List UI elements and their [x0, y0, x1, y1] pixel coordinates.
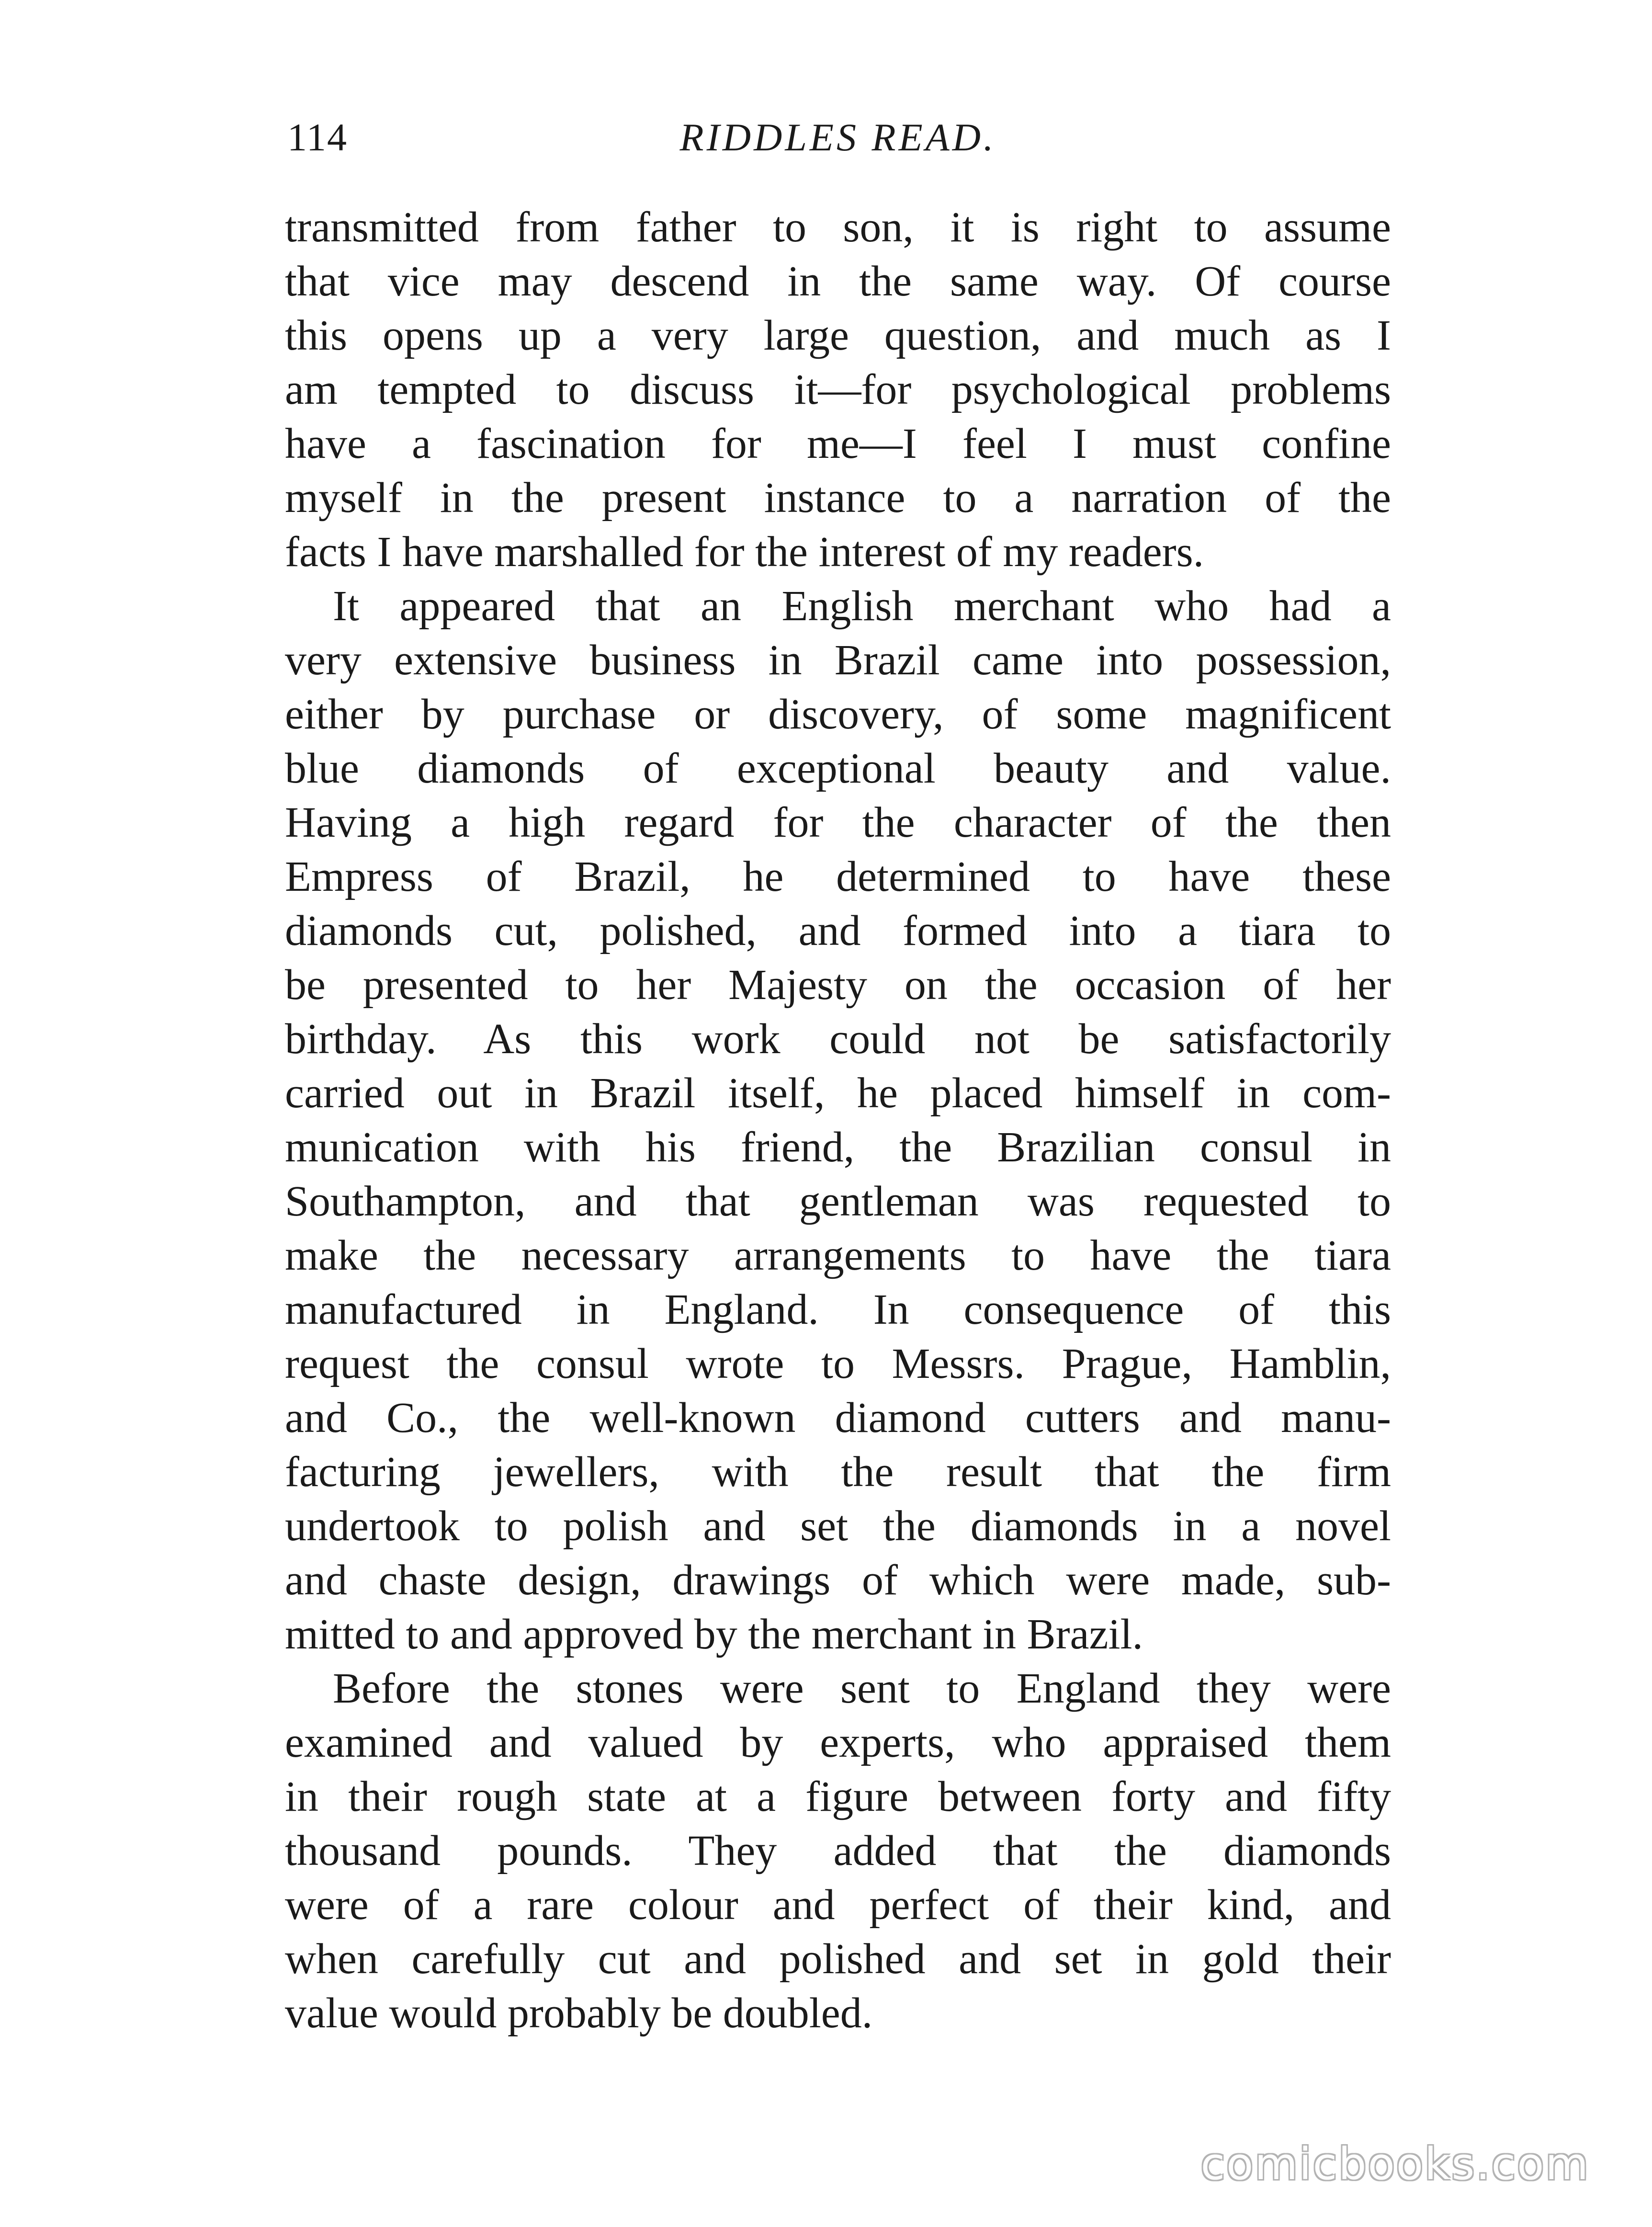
text-line: and Co., the well-known diamond cutters and manu-: [285, 1394, 1391, 1442]
text-line: facturing jewellers, with the result that the firm: [285, 1448, 1391, 1496]
text-line: diamonds cut, polished, and formed into a tiara to: [285, 907, 1391, 954]
text-line: mitted to and approved by the merchant in Brazil.: [285, 1611, 1143, 1658]
text-line: this opens up a very large question, and much as I: [285, 312, 1391, 359]
text-line: undertook to polish and set the diamonds in a novel: [285, 1502, 1391, 1550]
text-line: were of a rare colour and perfect of their kind, and: [285, 1881, 1391, 1929]
text-line: when carefully cut and polished and set in gold their: [285, 1935, 1391, 1983]
text-line: either by purchase or discovery, of some magnificent: [285, 691, 1391, 738]
text-line: facts I have marshalled for the interest of my readers.: [285, 528, 1204, 576]
text-line: Empress of Brazil, he determined to have these: [285, 853, 1391, 900]
text-line: request the consul wrote to Messrs. Prague, Hamblin,: [285, 1340, 1391, 1387]
text-line: transmitted from father to son, it is right to assume: [285, 204, 1391, 251]
running-head: [287, 115, 1389, 163]
text-line: Southampton, and that gentleman was requested to: [285, 1178, 1391, 1225]
running-title: RIDDLES READ.: [679, 115, 996, 159]
text-line: am tempted to discuss it—for psychological problems: [285, 366, 1391, 413]
paragraph: [285, 1661, 1391, 2040]
page-number: 114: [287, 115, 348, 159]
text-line: carried out in Brazil itself, he placed himself in com-: [285, 1069, 1391, 1117]
text-line: and chaste design, drawings of which were made, sub-: [285, 1557, 1391, 1604]
paragraph: [285, 200, 1391, 579]
text-line: make the necessary arrangements to have the tiara: [285, 1232, 1391, 1279]
text-line: that vice may descend in the same way. Of course: [285, 258, 1391, 305]
text-line: manufactured in England. In consequence of this: [285, 1286, 1391, 1333]
body-text: [285, 200, 1391, 2040]
text-line: myself in the present instance to a narration of the: [285, 474, 1391, 522]
text-line: It appeared that an English merchant who had a: [333, 582, 1391, 630]
text-line: in their rough state at a figure between forty and fifty: [285, 1773, 1391, 1820]
text-line: examined and valued by experts, who appraised them: [285, 1719, 1391, 1766]
text-line: be presented to her Majesty on the occasion of her: [285, 961, 1391, 1009]
text-line: munication with his friend, the Brazilian consul in: [285, 1124, 1391, 1171]
text-line: very extensive business in Brazil came into possession,: [285, 636, 1391, 684]
watermark: comicbooks.com: [1200, 2138, 1590, 2190]
text-line: birthday. As this work could not be satisfactorily: [285, 1015, 1391, 1063]
text-line: have a fascination for me—I feel I must confine: [285, 420, 1391, 467]
text-line: Having a high regard for the character of the then: [285, 799, 1391, 846]
text-line: thousand pounds. They added that the diamonds: [285, 1827, 1391, 1875]
paragraph: [285, 579, 1391, 1661]
text-line: blue diamonds of exceptional beauty and value.: [285, 745, 1391, 792]
text-line: Before the stones were sent to England they were: [333, 1665, 1391, 1712]
text-line: value would probably be doubled.: [285, 1989, 873, 2037]
